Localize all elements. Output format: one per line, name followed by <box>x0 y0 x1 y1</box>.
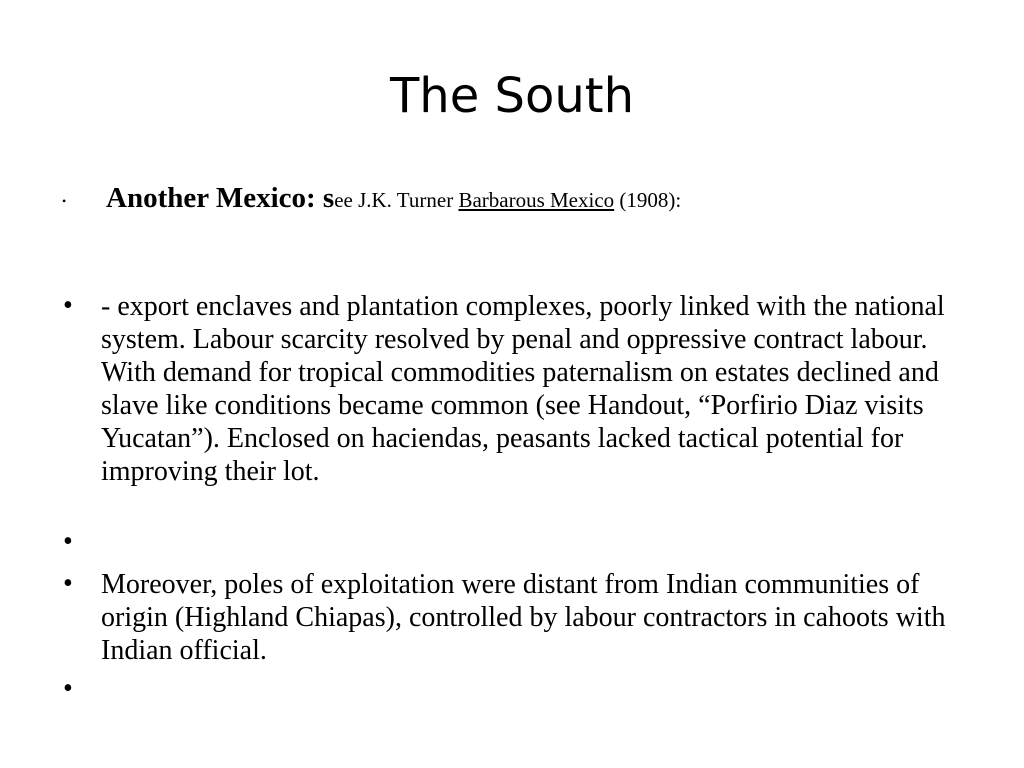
slide-title: The South <box>389 68 635 124</box>
bullet-text <box>106 182 681 215</box>
bullet-text: Moreover, poles of exploitation were distant from Indian communities of origin (Highland Chiapas), controlled by labour contractors in cahoots with Indian official. <box>101 569 946 666</box>
bullet-text: - export enclaves and plantation complexes, poorly linked with the national system. Labour scarcity resolved by penal and oppressive contract labour. With demand for tropical commodities paternalism on estates declined and slave like conditions became common (see Handout, “Porfirio Diaz visits Yucatan”). Enclosed on haciendas, peasants lacked tactical potential for improving their lot. <box>101 291 945 487</box>
bullet-dot: • <box>63 290 73 321</box>
book-title: Barbarous Mexico <box>458 188 615 212</box>
bullet-lead-s: s <box>322 182 335 214</box>
bullet-year: (1908): <box>614 188 682 212</box>
bullet-dot: • <box>63 568 73 599</box>
bullet-lead: Another Mexico: <box>106 182 323 214</box>
bullet-dot: • <box>63 673 73 704</box>
bullet-dot: • <box>62 194 67 208</box>
bullet-author: ee J.K. Turner <box>334 188 459 212</box>
bullet-dot: • <box>63 526 73 557</box>
